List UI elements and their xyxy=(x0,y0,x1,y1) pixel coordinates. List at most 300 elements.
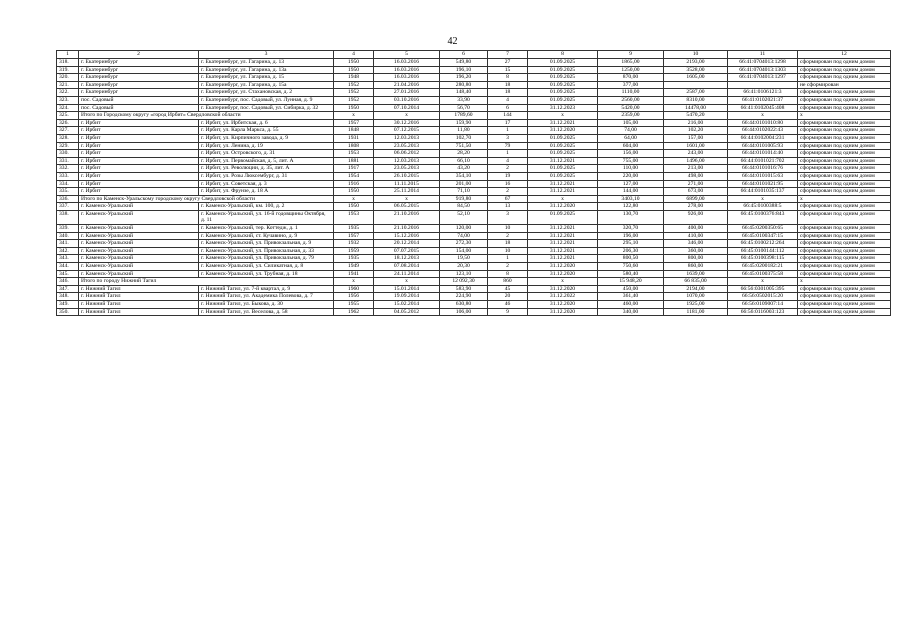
cost-2-cell: 860,00 xyxy=(664,263,728,271)
residents-cell: 15 xyxy=(488,66,528,74)
cadastral-number-cell: 66:44:0101021:702 xyxy=(728,157,798,165)
cost-2-cell: 926,00 xyxy=(664,210,728,224)
row-number-cell: 332. xyxy=(57,165,79,173)
locality-cell: г. Каменск-Уральский xyxy=(79,263,199,271)
cost-1-cell: 64,00 xyxy=(598,134,664,142)
locality-cell: г. Каменск-Уральский xyxy=(79,232,199,240)
page-number: 42 xyxy=(447,36,458,47)
year-built-cell: 1916 xyxy=(334,180,374,188)
date-cell: 19.09.2014 xyxy=(374,293,440,301)
cost-1-cell: 156,00 xyxy=(598,150,664,158)
area-cell: 74,00 xyxy=(440,232,488,240)
table-row xyxy=(57,134,891,142)
table-row xyxy=(57,96,891,104)
column-number-cell: 2 xyxy=(79,51,199,59)
date-cell: 15.12.2016 xyxy=(374,232,440,240)
row-number-cell: 344. xyxy=(57,263,79,271)
cadastral-number-cell: x xyxy=(728,195,798,203)
table-row xyxy=(57,112,891,120)
table-row xyxy=(57,81,891,89)
date-cell: 21.10.2016 xyxy=(374,225,440,233)
table-row xyxy=(57,150,891,158)
residents-cell: 27 xyxy=(488,59,528,67)
cost-2-cell: 102,20 xyxy=(664,127,728,135)
table-row xyxy=(57,172,891,180)
table-row xyxy=(57,270,891,278)
land-status-cell: сформирован под одним домом xyxy=(798,255,891,263)
land-status-cell: сформирован под одним домом xyxy=(798,142,891,150)
locality-cell: г. Каменск-Уральский xyxy=(79,203,199,211)
residents-cell: 3 xyxy=(488,210,528,224)
cost-1-cell: 3403,10 xyxy=(598,195,664,203)
area-cell: 196,20 xyxy=(440,74,488,82)
year-built-cell: 1952 xyxy=(334,89,374,97)
area-cell: 66,10 xyxy=(440,157,488,165)
address-cell: г. Ирбит, ул. Ирбитская, д. 6 xyxy=(199,119,334,127)
land-status-cell: сформирован под одним домом xyxy=(798,240,891,248)
cadastral-number-cell: 66:41:0102045:408 xyxy=(728,104,798,112)
year-built-cell: 1932 xyxy=(334,240,374,248)
locality-cell: г. Ирбит xyxy=(79,127,199,135)
residents-cell: 67 xyxy=(488,195,528,203)
address-cell: г. Екатеринбург, ул. Гагарина, д. 15а xyxy=(199,81,334,89)
row-number-cell: 328. xyxy=(57,134,79,142)
column-number-cell: 11 xyxy=(728,51,798,59)
deadline-cell: 31.12.2020 xyxy=(528,308,598,316)
row-number-cell: 325. xyxy=(57,112,79,120)
locality-cell: Итого по Городскому округу «город Ирбит» Свердловской области xyxy=(79,112,334,120)
residents-cell: 18 xyxy=(488,89,528,97)
year-built-cell: 1962 xyxy=(334,308,374,316)
cost-2-cell: 1605,00 xyxy=(664,74,728,82)
deadline-cell: 01.09.2025 xyxy=(528,210,598,224)
land-status-cell: сформирован под одним домом xyxy=(798,134,891,142)
cost-2-cell: 14478,00 xyxy=(664,104,728,112)
cadastral-number-cell: 66:56:0301005:395 xyxy=(728,285,798,293)
address-cell: г. Екатеринбург, пос. Садовый, ул. Сибирка, д. 32 xyxy=(199,104,334,112)
residents-cell: 16 xyxy=(488,180,528,188)
year-built-cell: 1953 xyxy=(334,150,374,158)
cost-2-cell: 2194,00 xyxy=(664,285,728,293)
row-number-cell: 348. xyxy=(57,293,79,301)
table-row xyxy=(57,210,891,224)
cost-2-cell: 3528,00 xyxy=(664,66,728,74)
residents-cell: 18 xyxy=(488,240,528,248)
locality-cell: г. Ирбит xyxy=(79,165,199,173)
cadastral-number-cell: 66:45:0100376:843 xyxy=(728,210,798,224)
row-number-cell: 326. xyxy=(57,119,79,127)
residents-cell: 8 xyxy=(488,74,528,82)
address-cell: г. Ирбит, ул. Островского, д. 31 xyxy=(199,150,334,158)
row-number-cell: 339. xyxy=(57,225,79,233)
land-status-cell: сформирован под одним домом xyxy=(798,203,891,211)
date-cell: 20.12.2014 xyxy=(374,240,440,248)
residents-cell: 2 xyxy=(488,263,528,271)
locality-cell: г. Екатеринбург xyxy=(79,74,199,82)
column-number-cell: 9 xyxy=(598,51,664,59)
year-built-cell: 1931 xyxy=(334,134,374,142)
cadastral-number-cell: 66:45:0100347:15 xyxy=(728,232,798,240)
address-cell: г. Нижний Тагил, ул. 7-й квартал, д. 9 xyxy=(199,285,334,293)
cost-1-cell: 130,70 xyxy=(598,210,664,224)
date-cell: x xyxy=(374,195,440,203)
deadline-cell: x xyxy=(528,278,598,286)
land-status-cell: сформирован под одним домом xyxy=(798,301,891,309)
deadline-cell: 31.12.2021 xyxy=(528,157,598,165)
locality-cell: г. Нижний Тагил xyxy=(79,308,199,316)
row-number-cell: 347. xyxy=(57,285,79,293)
date-cell: 07.08.2014 xyxy=(374,263,440,271)
year-built-cell: 1848 xyxy=(334,127,374,135)
date-cell: 03.10.2016 xyxy=(374,96,440,104)
land-status-cell: сформирован под одним домом xyxy=(798,293,891,301)
year-built-cell: 1960 xyxy=(334,285,374,293)
deadline-cell: 01.09.2025 xyxy=(528,96,598,104)
row-number-cell: 346. xyxy=(57,278,79,286)
locality-cell: г. Каменск-Уральский xyxy=(79,225,199,233)
date-cell: 16.03.2016 xyxy=(374,59,440,67)
cost-2-cell: 157,00 xyxy=(664,134,728,142)
cost-1-cell: 110,00 xyxy=(598,165,664,173)
land-status-cell: сформирован под одним домом xyxy=(798,210,891,224)
cost-1-cell: 580,40 xyxy=(598,270,664,278)
year-built-cell: 1950 xyxy=(334,203,374,211)
cadastral-number-cell: 66:44:0101010:80 xyxy=(728,119,798,127)
cadastral-number-cell: 66:44:0101016:76 xyxy=(728,165,798,173)
area-cell: 52,10 xyxy=(440,210,488,224)
area-cell: 28,20 xyxy=(440,150,488,158)
address-cell: г. Екатеринбург, ул. Гагарина, д. 13а xyxy=(199,66,334,74)
locality-cell: г. Ирбит xyxy=(79,180,199,188)
date-cell: 21.04.2016 xyxy=(374,81,440,89)
area-cell: 630,80 xyxy=(440,301,488,309)
cost-2-cell: 346,00 xyxy=(664,240,728,248)
cost-1-cell: 604,00 xyxy=(598,142,664,150)
deadline-cell: 31.12.2020 xyxy=(528,270,598,278)
cadastral-number-cell: 66:44:0101015:63 xyxy=(728,172,798,180)
table-row xyxy=(57,195,891,203)
locality-cell: г. Ирбит xyxy=(79,188,199,196)
date-cell: 06.05.2015 xyxy=(374,203,440,211)
date-cell: 18.12.2013 xyxy=(374,255,440,263)
column-number-cell: 10 xyxy=(664,51,728,59)
residents-cell: 6 xyxy=(488,104,528,112)
date-cell: 15.01.2014 xyxy=(374,285,440,293)
address-cell: г. Нижний Тагил, ул. Академика Полевова, д. 7 xyxy=(199,293,334,301)
date-cell: 12.03.2013 xyxy=(374,157,440,165)
date-cell: 15.02.2014 xyxy=(374,301,440,309)
area-cell: 1789,60 xyxy=(440,112,488,120)
cost-2-cell: 66 835,00 xyxy=(664,278,728,286)
area-cell: 549,80 xyxy=(440,59,488,67)
date-cell: 06.06.2012 xyxy=(374,150,440,158)
cost-2-cell: 673,00 xyxy=(664,188,728,196)
cadastral-number-cell: 66:45:0100375:58 xyxy=(728,270,798,278)
land-status-cell: сформирован под одним домом xyxy=(798,263,891,271)
year-built-cell: 1948 xyxy=(334,74,374,82)
cost-1-cell: 74,00 xyxy=(598,127,664,135)
cadastral-number-cell: 66:56:0109007:14 xyxy=(728,301,798,309)
address-cell: г. Нижний Тагил, ул. Быкова, д. 30 xyxy=(199,301,334,309)
cadastral-number-cell: 66:44:0102004:231 xyxy=(728,134,798,142)
column-number-cell: 4 xyxy=(334,51,374,59)
year-built-cell: 1957 xyxy=(334,232,374,240)
land-status-cell: x xyxy=(798,278,891,286)
cadastral-number-cell: 66:41:0704013:1298 xyxy=(728,59,798,67)
land-status-cell: сформирован под одним домом xyxy=(798,247,891,255)
date-cell: 30.12.2016 xyxy=(374,119,440,127)
cost-2-cell: 800,00 xyxy=(664,255,728,263)
table-row xyxy=(57,293,891,301)
deadline-cell: 31.12.2021 xyxy=(528,232,598,240)
column-number-cell: 6 xyxy=(440,51,488,59)
row-number-cell: 329. xyxy=(57,142,79,150)
year-built-cell: 1949 xyxy=(334,263,374,271)
residents-cell: 1 xyxy=(488,150,528,158)
land-status-cell: сформирован под одним домом xyxy=(798,180,891,188)
land-status-cell: сформирован под одним домом xyxy=(798,96,891,104)
cost-2-cell: 1181,00 xyxy=(664,308,728,316)
year-built-cell: x xyxy=(334,278,374,286)
date-cell: 23.05.2013 xyxy=(374,165,440,173)
area-cell: 354,10 xyxy=(440,172,488,180)
column-number-cell: 5 xyxy=(374,51,440,59)
cost-2-cell: 1639,00 xyxy=(664,270,728,278)
locality-cell: Итого по городу Нижний Тагил xyxy=(79,278,334,286)
address-cell: г. Каменск-Уральский, ул. Привокзальная, д. 79 xyxy=(199,255,334,263)
year-built-cell: 1954 xyxy=(334,172,374,180)
cadastral-number-cell: 66:41:0704013:1303 xyxy=(728,66,798,74)
registry-table xyxy=(56,50,891,316)
row-number-cell: 341. xyxy=(57,240,79,248)
deadline-cell: 31.12.2022 xyxy=(528,293,598,301)
address-cell: г. Ирбит, ул. Ленина, д. 19 xyxy=(199,142,334,150)
locality-cell: пос. Садовый xyxy=(79,96,199,104)
land-status-cell: сформирован под одним домом xyxy=(798,157,891,165)
table-row xyxy=(57,89,891,97)
address-cell: г. Екатеринбург, пос. Садовый, ул. Лунная, д. 9 xyxy=(199,96,334,104)
column-number-cell: 12 xyxy=(798,51,891,59)
table-row xyxy=(57,104,891,112)
area-cell: 159,90 xyxy=(440,119,488,127)
cost-1-cell: 295,10 xyxy=(598,240,664,248)
residents-cell: 4 xyxy=(488,96,528,104)
deadline-cell: 31.12.2021 xyxy=(528,180,598,188)
locality-cell: г. Ирбит xyxy=(79,172,199,180)
locality-cell: г. Нижний Тагил xyxy=(79,301,199,309)
residents-cell: 9 xyxy=(488,308,528,316)
area-cell: 201,00 xyxy=(440,180,488,188)
year-built-cell: 1952 xyxy=(334,96,374,104)
cadastral-number-cell: 66:56:0116003:123 xyxy=(728,308,798,316)
row-number-cell: 343. xyxy=(57,255,79,263)
year-built-cell: 1881 xyxy=(334,157,374,165)
cost-2-cell: 271,00 xyxy=(664,180,728,188)
locality-cell: г. Екатеринбург xyxy=(79,59,199,67)
date-cell: 23.05.2013 xyxy=(374,142,440,150)
cadastral-number-cell: 66:45:0100398:115 xyxy=(728,255,798,263)
locality-cell: г. Каменск-Уральский xyxy=(79,247,199,255)
table-row xyxy=(57,263,891,271)
deadline-cell: 31.12.2021 xyxy=(528,247,598,255)
deadline-cell: 01.09.2025 xyxy=(528,66,598,74)
area-cell: 56,70 xyxy=(440,104,488,112)
land-status-cell: сформирован под одним домом xyxy=(798,89,891,97)
address-cell: г. Ирбит, ул. Первомайская, д. 5, лит. А xyxy=(199,157,334,165)
cost-1-cell: 15 948,20 xyxy=(598,278,664,286)
address-cell: г. Каменск-Уральский, ул. Привокзальная, д. 33 xyxy=(199,247,334,255)
area-cell: 33,90 xyxy=(440,96,488,104)
cadastral-number-cell: 66:45:0100212:264 xyxy=(728,240,798,248)
area-cell: 120,00 xyxy=(440,225,488,233)
cadastral-number-cell: x xyxy=(728,278,798,286)
residents-cell: 17 xyxy=(488,119,528,127)
land-status-cell: сформирован под одним домом xyxy=(798,74,891,82)
address-cell: г. Нижний Тагил, ул. Веселова, д. 58 xyxy=(199,308,334,316)
cost-2-cell: 278,00 xyxy=(664,203,728,211)
cost-2-cell: 8310,00 xyxy=(664,96,728,104)
deadline-cell: 31.12.2020 xyxy=(528,203,598,211)
land-status-cell: x xyxy=(798,195,891,203)
residents-cell: 2 xyxy=(488,165,528,173)
deadline-cell: 31.12.2020 xyxy=(528,301,598,309)
cost-1-cell: 122,80 xyxy=(598,203,664,211)
land-status-cell: сформирован под одним домом xyxy=(798,232,891,240)
locality-cell: г. Ирбит xyxy=(79,134,199,142)
area-cell: 751,50 xyxy=(440,142,488,150)
locality-cell: г. Екатеринбург xyxy=(79,81,199,89)
land-status-cell: сформирован под одним домом xyxy=(798,165,891,173)
area-cell: 12 092,30 xyxy=(440,278,488,286)
table-row xyxy=(57,157,891,165)
deadline-cell: 31.12.2021 xyxy=(528,255,598,263)
table-row xyxy=(57,188,891,196)
area-cell: 583,90 xyxy=(440,285,488,293)
cost-2-cell: 2587,00 xyxy=(664,89,728,97)
year-built-cell: 1959 xyxy=(334,247,374,255)
row-number-cell: 337. xyxy=(57,203,79,211)
residents-cell: 20 xyxy=(488,293,528,301)
residents-cell: 19 xyxy=(488,172,528,180)
cost-2-cell: 5470,20 xyxy=(664,112,728,120)
land-status-cell: сформирован под одним домом xyxy=(798,285,891,293)
row-number-cell: 333. xyxy=(57,172,79,180)
address-cell: г. Каменск-Уральский, ул. Силикатная, д. 8 xyxy=(199,263,334,271)
cadastral-number-cell: 66:44:0102022:43 xyxy=(728,127,798,135)
land-status-cell: сформирован под одним домом xyxy=(798,119,891,127)
cadastral-number-cell xyxy=(728,81,798,89)
area-cell: 919,80 xyxy=(440,195,488,203)
table-row xyxy=(57,119,891,127)
cost-1-cell: 144,00 xyxy=(598,188,664,196)
row-number-cell: 350. xyxy=(57,308,79,316)
area-cell: 224,90 xyxy=(440,293,488,301)
address-cell: г. Ирбит, ул. Карла Маркса, д. 55 xyxy=(199,127,334,135)
deadline-cell: 31.12.2021 xyxy=(528,119,598,127)
row-number-cell: 318. xyxy=(57,59,79,67)
area-cell: 280,80 xyxy=(440,81,488,89)
cadastral-number-cell: 66:41:0704013:1297 xyxy=(728,74,798,82)
table-body xyxy=(57,59,891,316)
deadline-cell: x xyxy=(528,112,598,120)
locality-cell: Итого по Каменск-Уральскому городскому округу Свердловской области xyxy=(79,195,334,203)
year-built-cell: 1952 xyxy=(334,81,374,89)
date-cell: 21.10.2016 xyxy=(374,210,440,224)
deadline-cell: 31.12.2020 xyxy=(528,285,598,293)
table-row xyxy=(57,285,891,293)
cadastral-number-cell: 66:41:0106121:3 xyxy=(728,89,798,97)
area-cell: 154,00 xyxy=(440,247,488,255)
table-row xyxy=(57,240,891,248)
area-cell: 84,50 xyxy=(440,203,488,211)
date-cell: 12.03.2013 xyxy=(374,134,440,142)
table-row xyxy=(57,127,891,135)
year-built-cell: 1956 xyxy=(334,293,374,301)
cadastral-number-cell: 66:56:0502015:20 xyxy=(728,293,798,301)
residents-cell: 8 xyxy=(488,270,528,278)
locality-cell: г. Каменск-Уральский xyxy=(79,240,199,248)
cost-1-cell: 755,00 xyxy=(598,157,664,165)
residents-cell: 2 xyxy=(488,232,528,240)
deadline-cell: 31.12.2021 xyxy=(528,225,598,233)
residents-cell: 3 xyxy=(488,134,528,142)
year-built-cell: 1941 xyxy=(334,270,374,278)
date-cell: 16.03.2016 xyxy=(374,74,440,82)
residents-cell: 45 xyxy=(488,285,528,293)
residents-cell: 144 xyxy=(488,112,528,120)
date-cell: 07.10.2014 xyxy=(374,104,440,112)
land-status-cell: x xyxy=(798,112,891,120)
cadastral-number-cell: x xyxy=(728,112,798,120)
cadastral-number-cell: 66:45:0200182:21 xyxy=(728,263,798,271)
deadline-cell: x xyxy=(528,195,598,203)
table-row xyxy=(57,308,891,316)
row-number-cell: 321. xyxy=(57,81,79,89)
land-status-cell: сформирован под одним домом xyxy=(798,172,891,180)
area-cell: 196,10 xyxy=(440,66,488,74)
land-status-cell: сформирован под одним домом xyxy=(798,270,891,278)
table-row xyxy=(57,59,891,67)
year-built-cell: 1957 xyxy=(334,119,374,127)
cost-2-cell: 1070,00 xyxy=(664,293,728,301)
table-row xyxy=(57,301,891,309)
address-cell: г. Ирбит, ул. Кирпичного завода, д. 9 xyxy=(199,134,334,142)
locality-cell: г. Екатеринбург xyxy=(79,89,199,97)
year-built-cell: 1950 xyxy=(334,104,374,112)
cost-1-cell: 450,00 xyxy=(598,285,664,293)
cost-2-cell: 1601,00 xyxy=(664,142,728,150)
deadline-cell: 31.12.2021 xyxy=(528,188,598,196)
area-cell: 20,30 xyxy=(440,263,488,271)
cost-1-cell: 750,60 xyxy=(598,263,664,271)
address-cell: г. Ирбит, ул. Советская, д. 3 xyxy=(199,180,334,188)
cadastral-number-cell: 66:44:0101014:40 xyxy=(728,150,798,158)
area-cell: 11,80 xyxy=(440,127,488,135)
deadline-cell: 31.12.2020 xyxy=(528,263,598,271)
table-row xyxy=(57,180,891,188)
deadline-cell: 01.09.2025 xyxy=(528,150,598,158)
cost-2-cell: 2193,00 xyxy=(664,59,728,67)
area-cell: 19,50 xyxy=(440,255,488,263)
row-number-cell: 334. xyxy=(57,180,79,188)
land-status-cell: сформирован под одним домом xyxy=(798,188,891,196)
cost-2-cell: 498,00 xyxy=(664,172,728,180)
year-built-cell: 1955 xyxy=(334,301,374,309)
cost-1-cell: 196,00 xyxy=(598,232,664,240)
address-cell: г. Каменск-Уральский, ул. Трубная, д. 18 xyxy=(199,270,334,278)
row-number-cell: 342. xyxy=(57,247,79,255)
date-cell: 16.03.2016 xyxy=(374,66,440,74)
